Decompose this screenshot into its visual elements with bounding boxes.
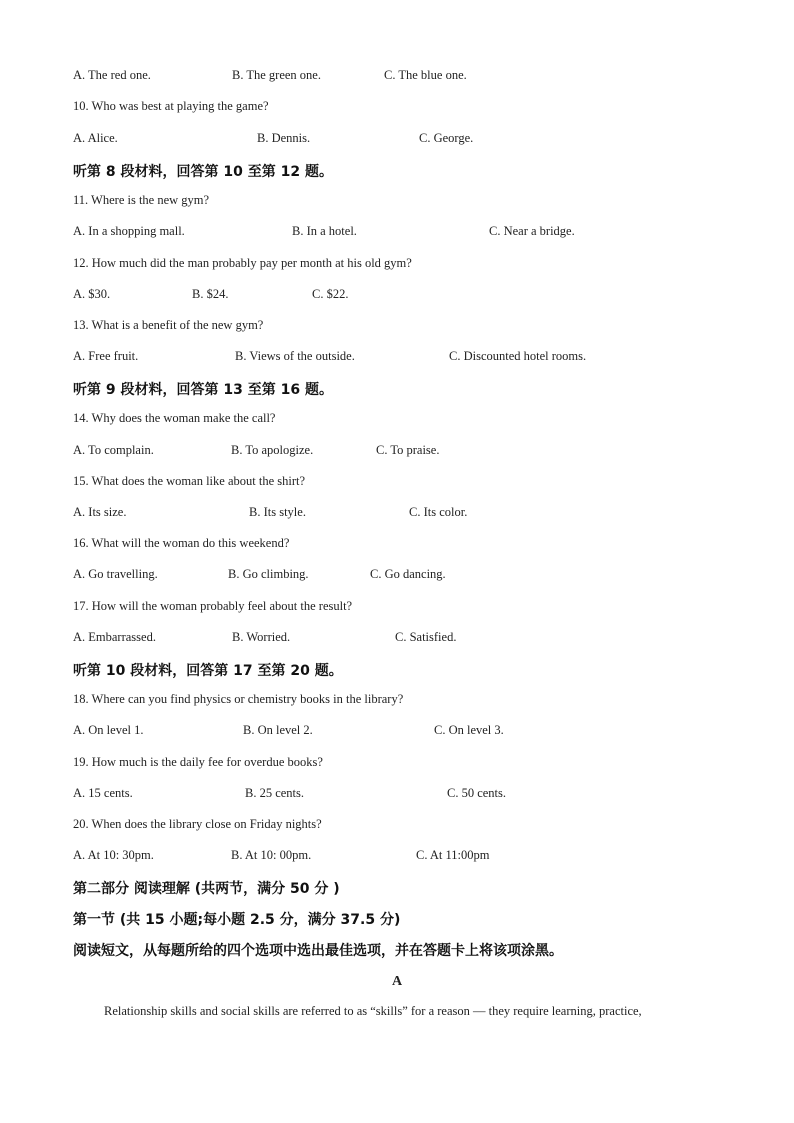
option-c: C. At 11:00pm <box>416 848 490 862</box>
option-a: A. Free fruit. <box>73 349 139 363</box>
section-heading: 听第 8 段材料，回答第 10 至第 12 题。 <box>73 164 333 180</box>
question-text: 19. How much is the daily fee for overdue books? <box>73 755 323 769</box>
option-c: C. To praise. <box>376 443 440 457</box>
option-a: A. Its size. <box>73 505 127 519</box>
option-a: A. Alice. <box>73 131 118 145</box>
option-a: A. 15 cents. <box>73 786 133 800</box>
option-a: A. $30. <box>73 287 111 301</box>
option-b: B. Views of the outside. <box>235 349 355 363</box>
option-a: A. Go travelling. <box>73 567 158 581</box>
question-text: 14. Why does the woman make the call? <box>73 411 276 425</box>
option-c: C. On level 3. <box>434 723 504 737</box>
section-heading: 阅读短文，从每题所给的四个选项中选出最佳选项，并在答题卡上将该项涂黑。 <box>73 943 563 959</box>
section-heading: 第二部分 阅读理解 (共两节，满分 50 分 ) <box>73 881 340 897</box>
option-a: A. To complain. <box>73 443 154 457</box>
option-b: B. The green one. <box>232 68 321 82</box>
option-b: B. To apologize. <box>231 443 314 457</box>
option-b: B. 25 cents. <box>245 786 305 800</box>
option-b: B. On level 2. <box>243 723 313 737</box>
option-a: A. Embarrassed. <box>73 630 156 644</box>
option-c: C. George. <box>419 131 474 145</box>
option-c: C. Near a bridge. <box>489 224 575 238</box>
option-c: C. 50 cents. <box>447 786 507 800</box>
question-text: 20. When does the library close on Friday nights? <box>73 817 322 831</box>
question-text: 13. What is a benefit of the new gym? <box>73 318 264 332</box>
option-a: A. On level 1. <box>73 723 144 737</box>
question-text: 16. What will the woman do this weekend? <box>73 536 290 550</box>
question-text: 15. What does the woman like about the shirt? <box>73 474 306 488</box>
option-b: B. Worried. <box>232 630 291 644</box>
option-b: B. Dennis. <box>257 131 311 145</box>
section-heading: 听第 9 段材料，回答第 13 至第 16 题。 <box>73 382 333 398</box>
passage-paragraph: Relationship skills and social skills are referred to as “skills” for a reason — they require learning, practice, <box>104 1004 642 1018</box>
question-text: 10. Who was best at playing the game? <box>73 99 269 113</box>
section-heading: 第一节 (共 15 小题;每小题 2.5 分，满分 37.5 分) <box>73 912 401 928</box>
option-b: B. Its style. <box>249 505 306 519</box>
question-text: 12. How much did the man probably pay per month at his old gym? <box>73 256 412 270</box>
question-text: 18. Where can you find physics or chemistry books in the library? <box>73 692 404 706</box>
passage-title: A <box>391 974 403 989</box>
option-c: C. Its color. <box>409 505 468 519</box>
option-a: A. At 10: 30pm. <box>73 848 154 862</box>
option-a: A. In a shopping mall. <box>73 224 185 238</box>
question-text: 17. How will the woman probably feel about the result? <box>73 599 353 613</box>
option-c: C. Discounted hotel rooms. <box>449 349 587 363</box>
option-c: C. The blue one. <box>384 68 467 82</box>
option-b: B. $24. <box>192 287 229 301</box>
option-c: C. $22. <box>312 287 349 301</box>
section-heading: 听第 10 段材料，回答第 17 至第 20 题。 <box>73 663 343 679</box>
question-text: 11. Where is the new gym? <box>73 193 210 207</box>
option-b: B. In a hotel. <box>292 224 357 238</box>
option-b: B. Go climbing. <box>228 567 309 581</box>
option-b: B. At 10: 00pm. <box>231 848 312 862</box>
option-c: C. Go dancing. <box>370 567 446 581</box>
option-c: C. Satisfied. <box>395 630 457 644</box>
option-a: A. The red one. <box>73 68 151 82</box>
